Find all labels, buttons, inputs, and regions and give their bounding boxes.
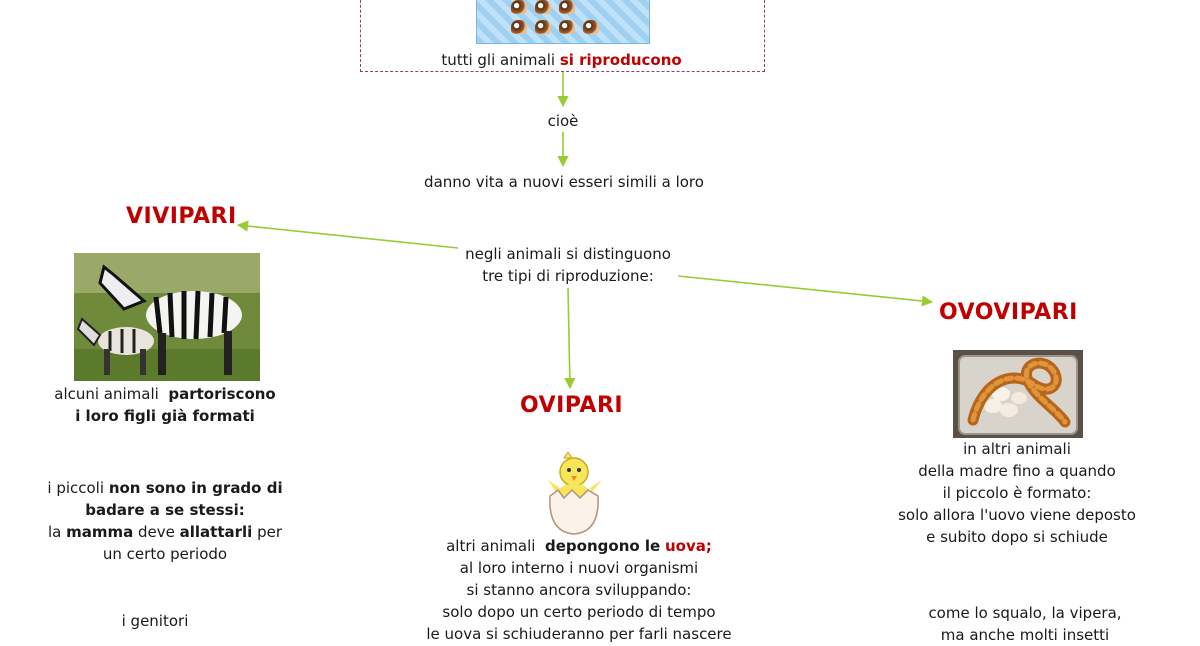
care-bold2: badare a se stessi: [85, 501, 245, 519]
vivipari-parents: i genitori [121, 612, 189, 630]
arrow-to-ovovipari [678, 276, 932, 302]
care-line3-b: deve [138, 523, 175, 541]
vivipari-heading: VIVIPARI [126, 204, 237, 229]
vivipari-description [40, 383, 290, 427]
definition-text: danno vita a nuovi esseri simili a loro [424, 173, 704, 191]
ovipari-line4: solo dopo un certo periodo di tempo [442, 603, 716, 621]
care-line3-a: la [47, 523, 62, 541]
ovipari-line1-bold: depongono le [545, 537, 661, 555]
care-line3-c: per [257, 523, 283, 541]
link-label: cioè [547, 112, 579, 130]
ovipari-line2: al loro interno i nuovi organismi [459, 559, 699, 577]
puppies-image [476, 0, 650, 44]
ovovipari-heading: OVOVIPARI [939, 300, 1078, 325]
ovipari-line3: si stanno ancora sviluppando: [466, 581, 692, 599]
ovovipari-description [870, 438, 1164, 548]
ovovipari-examples-line1: come lo squalo, la vipera, [928, 604, 1122, 622]
ovipari-heading: OVIPARI [520, 393, 624, 418]
top-sentence-highlight: si riproducono [559, 51, 682, 69]
center-statement [420, 243, 716, 287]
vivipari-desc-prefix: alcuni animali [54, 385, 159, 403]
ovipari-line1-red: uova; [665, 537, 712, 555]
arrow-to-ovipari [568, 288, 570, 388]
zebra-image [74, 253, 260, 381]
ovovipari-examples [890, 602, 1160, 646]
vivipari-desc-bold1: partoriscono [168, 385, 276, 403]
ovovipari-line5: solo allora l'uovo viene deposto [898, 506, 1136, 524]
center-line-2: tre tipi di riproduzione: [482, 267, 654, 285]
ovipari-description [390, 535, 768, 645]
vivipari-desc-bold2: i loro figli già formati [75, 407, 255, 425]
ovovipari-line3: della madre fino a quando [918, 462, 1116, 480]
chick-egg-image [544, 452, 606, 536]
ovovipari-line4: il piccolo è formato: [942, 484, 1092, 502]
snake-eggs-image [953, 350, 1083, 438]
care-line4: un certo periodo [102, 545, 228, 563]
ovovipari-line1: in altri animali [963, 440, 1071, 458]
ovovipari-examples-line2: ma anche molti insetti [940, 626, 1110, 644]
care-bold1: non sono in grado di [108, 479, 283, 497]
care-line3-bold-b: allattarli [179, 523, 253, 541]
vivipari-care [25, 477, 305, 565]
top-sentence [360, 49, 763, 71]
top-sentence-start: tutti gli animali [441, 51, 556, 69]
ovipari-line1-prefix: altri animali [446, 537, 536, 555]
care-line3-bold-a: mamma [66, 523, 134, 541]
ovipari-line5: le uova si schiuderanno per farli nascere [426, 625, 732, 643]
ovovipari-line6: e subito dopo si schiude [926, 528, 1108, 546]
center-line-1: negli animali si distinguono [465, 245, 671, 263]
care-prefix: i piccoli [47, 479, 105, 497]
